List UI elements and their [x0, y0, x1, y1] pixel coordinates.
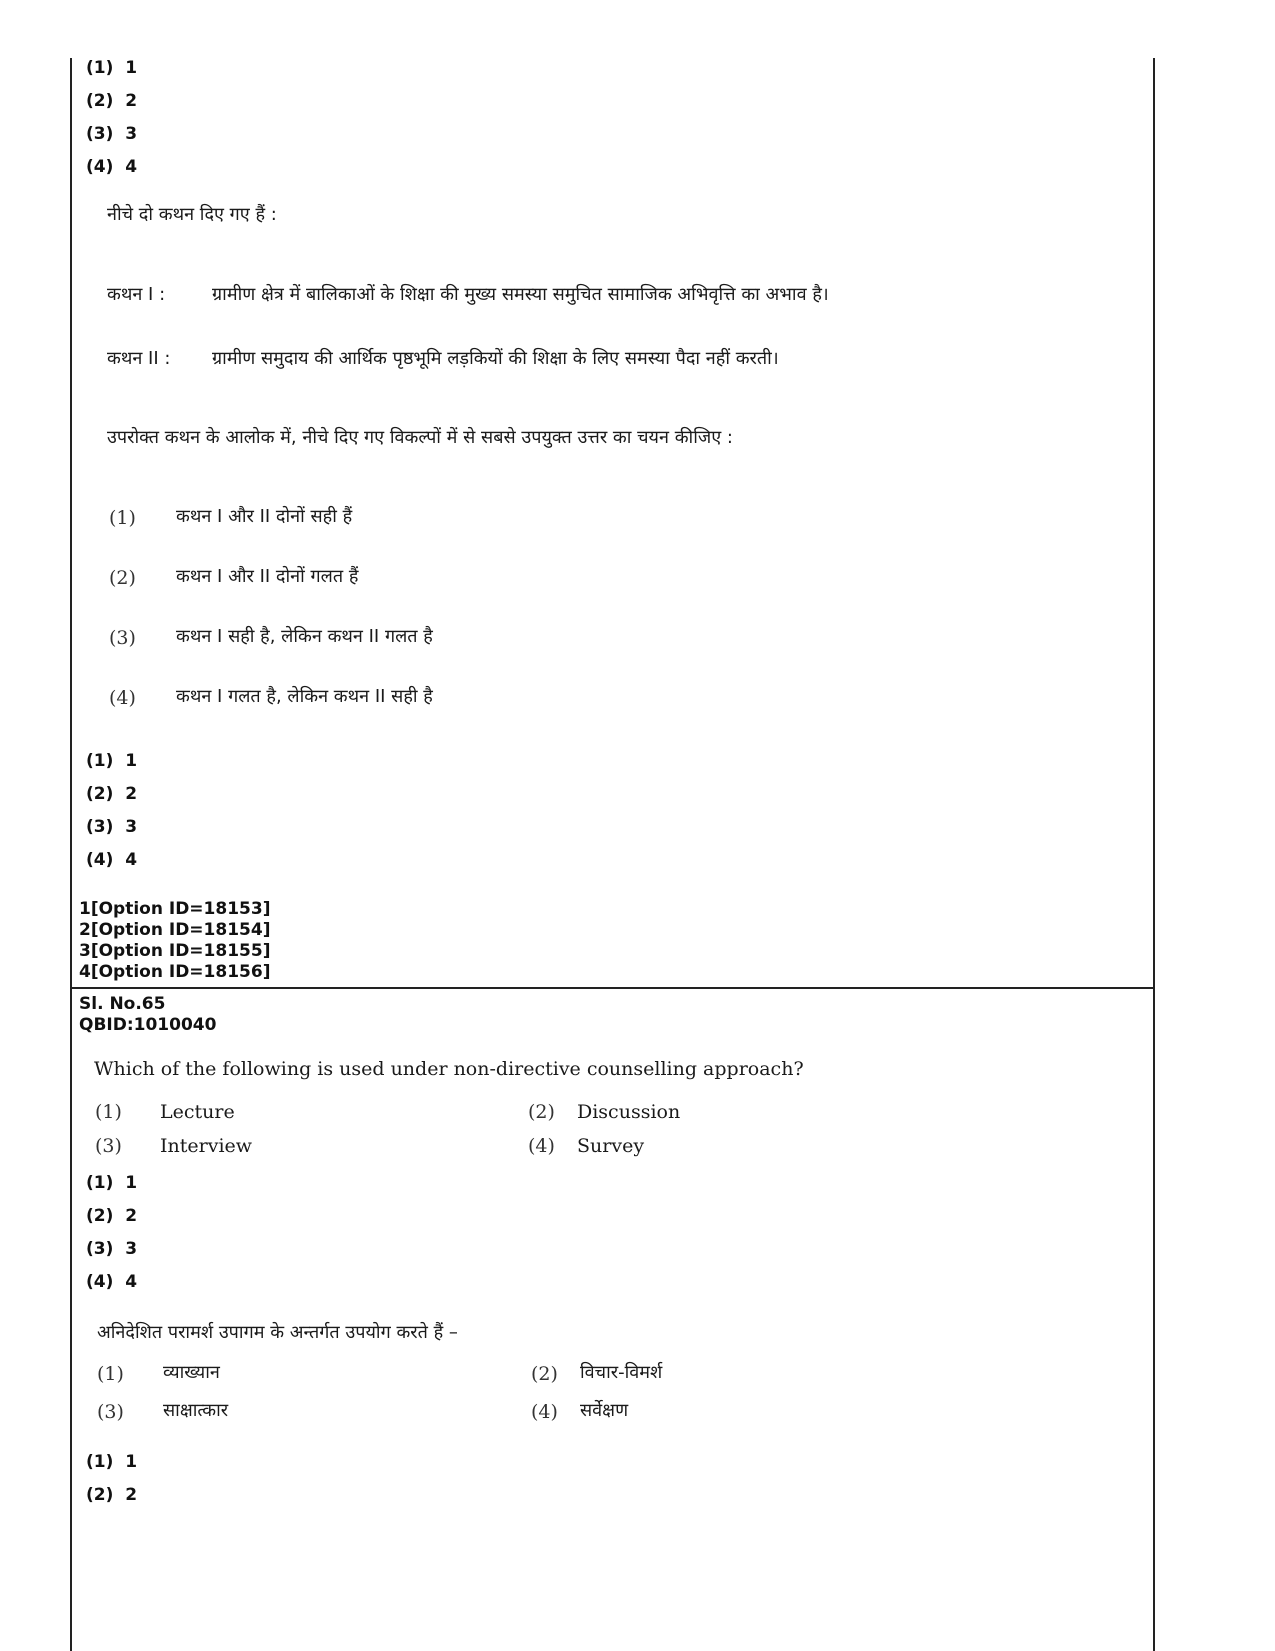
option-text: कथन I सही है, लेकिन कथन II गलत है: [176, 626, 433, 647]
statement-2-label: कथन II :: [107, 348, 171, 369]
option-number: (1): [97, 1363, 124, 1385]
statement-1-text: ग्रामीण क्षेत्र में बालिकाओं के शिक्षा की मुख्य समस्या समुचित सामाजिक अभिवृत्ति का अभाव है।: [212, 284, 829, 305]
option-number: (4): [109, 687, 136, 709]
option-text: कथन I और II दोनों गलत हैं: [176, 566, 359, 587]
option-number: (1): [95, 1101, 122, 1123]
option-number: (1): [109, 507, 136, 529]
serial-number: Sl. No.65: [79, 994, 166, 1014]
option-text: कथन I और II दोनों सही हैं: [176, 506, 353, 527]
left-border: [70, 58, 72, 1651]
answer-choice: (3) 3: [86, 1239, 138, 1259]
answer-choice: (4) 4: [86, 1272, 138, 1292]
option-text: Interview: [160, 1135, 253, 1157]
option-text: सर्वेक्षण: [580, 1400, 629, 1421]
answer-choice: (2) 2: [86, 91, 138, 111]
option-number: (2): [109, 567, 136, 589]
option-id: 1[Option ID=18153]: [79, 899, 271, 919]
answer-choice: (1) 1: [86, 1173, 138, 1193]
option-number: (3): [95, 1135, 122, 1157]
hindi-instruction: उपरोक्त कथन के आलोक में, नीचे दिए गए विकल्पों में से सबसे उपयुक्त उत्तर का चयन कीजिए :: [107, 427, 733, 448]
qbid: QBID:1010040: [79, 1015, 217, 1035]
answer-choice: (3) 3: [86, 124, 138, 144]
hindi-question-text: अनिदेशित परामर्श उपागम के अन्तर्गत उपयोग करते हैं –: [97, 1322, 458, 1343]
answer-choice: (1) 1: [86, 1452, 138, 1472]
option-number: (3): [109, 627, 136, 649]
question-text: Which of the following is used under non-directive counselling approach?: [94, 1058, 804, 1080]
option-text: Lecture: [160, 1101, 235, 1123]
statement-2-text: ग्रामीण समुदाय की आर्थिक पृष्ठभूमि लड़कियों की शिक्षा के लिए समस्या पैदा नहीं करती।: [212, 348, 779, 369]
option-number: (4): [528, 1135, 555, 1157]
option-number: (2): [528, 1101, 555, 1123]
option-id: 3[Option ID=18155]: [79, 941, 271, 961]
option-text: Discussion: [577, 1101, 681, 1123]
option-id: 2[Option ID=18154]: [79, 920, 271, 940]
option-text: व्याख्यान: [163, 1362, 220, 1383]
right-border: [1153, 58, 1155, 1651]
option-text: विचार-विमर्श: [580, 1362, 663, 1383]
answer-choice: (4) 4: [86, 850, 138, 870]
option-number: (2): [531, 1363, 558, 1385]
statement-1-label: कथन I :: [107, 284, 166, 305]
option-id: 4[Option ID=18156]: [79, 962, 271, 982]
question-separator: [70, 987, 1155, 989]
answer-choice: (4) 4: [86, 157, 138, 177]
answer-choice: (2) 2: [86, 1485, 138, 1505]
hindi-intro: नीचे दो कथन दिए गए हैं :: [107, 204, 277, 225]
answer-choice: (3) 3: [86, 817, 138, 837]
answer-choice: (2) 2: [86, 784, 138, 804]
answer-choice: (1) 1: [86, 751, 138, 771]
answer-choice: (1) 1: [86, 58, 138, 78]
option-text: Survey: [577, 1135, 645, 1157]
option-number: (4): [531, 1401, 558, 1423]
answer-choice: (2) 2: [86, 1206, 138, 1226]
option-text: साक्षात्कार: [163, 1400, 229, 1421]
option-number: (3): [97, 1401, 124, 1423]
option-text: कथन I गलत है, लेकिन कथन II सही है: [176, 686, 433, 707]
